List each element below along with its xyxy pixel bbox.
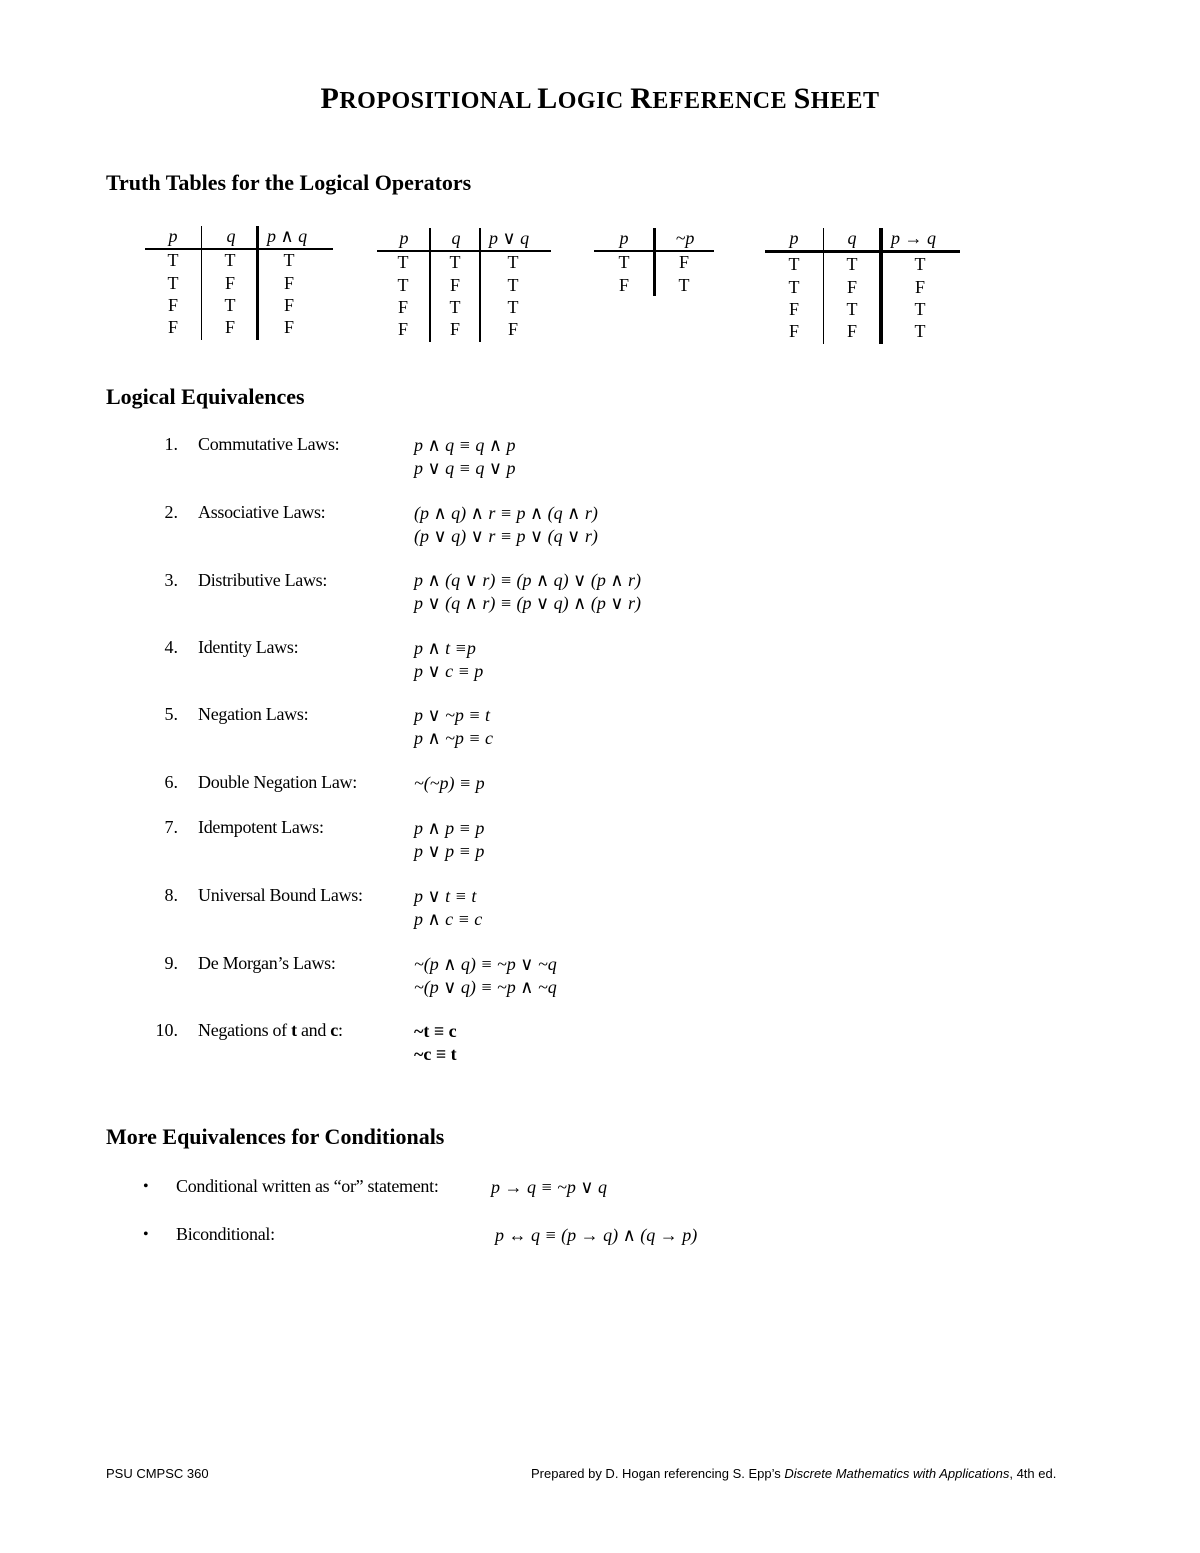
table-cell: T [167,273,179,293]
table-cell: F [914,277,925,297]
law-name: Negation Laws: [198,704,309,724]
law-expression: ~c ≡ t [414,1044,457,1064]
column-rule-bold [879,228,883,344]
law-expression: p ∨ t ≡ t [414,886,477,906]
table-cell: F [167,295,178,315]
section-heading-equivalences: Logical Equivalences [106,384,305,409]
law-number: 1. [164,434,178,454]
conditional-label: Conditional written as “or” statement: [176,1176,439,1196]
law-number: 5. [164,704,178,724]
law-expression: p ∧ ~p ≡ c [414,728,494,748]
header-rule-bold [765,250,960,253]
column-rule [479,228,481,342]
footer-course: PSU CMPSC 360 [106,1466,209,1481]
law-name: Distributive Laws: [198,570,328,590]
law-expression: ~t ≡ c [414,1021,457,1041]
table-cell: T [788,277,800,297]
table-cell: F [846,321,857,341]
law-name: Commutative Laws: [198,434,340,454]
law-name: De Morgan’s Laws: [198,953,336,973]
table-cell: T [224,295,236,315]
table-cell: F [449,319,460,339]
biconditional-label: Biconditional: [176,1224,275,1244]
law-expression: (p ∨ q) ∨ r ≡ p ∨ (q ∨ r) [414,526,598,546]
table-cell: F [788,299,799,319]
table-header: p → q [891,228,936,248]
column-rule [823,228,824,344]
law-expression: (p ∧ q) ∧ r ≡ p ∧ (q ∧ r) [414,503,598,523]
table-header: p ∨ q [489,228,530,248]
law-name: Associative Laws: [198,502,326,522]
table-header: p [619,228,629,248]
table-cell: F [283,317,294,337]
table-cell: F [283,295,294,315]
law-number: 2. [164,502,178,522]
table-cell: F [283,273,294,293]
law-expression: ~(p ∧ q) ≡ ~p ∨ ~q [414,954,557,974]
table-cell: T [788,254,800,274]
table-cell: T [449,252,461,272]
conditional-expression: p → q ≡ ~p ∨ q [491,1177,608,1197]
table-cell: T [224,250,236,270]
table-cell: F [397,319,408,339]
table-cell: T [167,250,179,270]
page-title: PROPOSITIONAL LOGIC REFERENCE SHEET [320,82,880,115]
law-expression: p ∧ c ≡ c [414,909,483,929]
table-header: p [168,226,178,246]
truth-table-implies [765,228,965,346]
law-number: 10. [155,1020,178,1040]
law-expression: p ∧ p ≡ p [414,818,485,838]
table-cell: T [397,275,409,295]
law-number: 4. [164,637,178,657]
table-cell: T [397,252,409,272]
table-header: q [451,228,461,248]
section-heading-conditionals: More Equivalences for Conditionals [106,1124,445,1149]
law-number: 3. [164,570,178,590]
table-cell: F [224,317,235,337]
table-cell: F [449,275,460,295]
table-cell: F [788,321,799,341]
law-number: 9. [164,953,178,973]
table-cell: T [914,321,926,341]
table-cell: T [678,275,690,295]
table-cell: F [678,252,689,272]
table-cell: F [224,273,235,293]
truth-table-not [594,228,714,300]
law-expression: p ∨ c ≡ p [414,661,484,681]
table-header: p [789,228,799,248]
law-name: Universal Bound Laws: [198,885,363,905]
table-cell: T [283,250,295,270]
table-cell: T [449,297,461,317]
section-heading-truth-tables: Truth Tables for the Logical Operators [106,170,472,195]
table-header: q [226,226,236,246]
law-expression: p ∨ (q ∧ r) ≡ (p ∨ q) ∧ (p ∨ r) [414,593,641,613]
law-name: Idempotent Laws: [198,817,324,837]
table-cell: F [846,277,857,297]
law-name: Negations of t and c: [198,1020,343,1040]
law-expression: p ∧ q ≡ q ∧ p [414,435,516,455]
bullet: • [143,1178,149,1195]
column-rule [201,226,202,340]
law-expression: p ∨ p ≡ p [414,841,485,861]
table-cell: F [167,317,178,337]
law-name: Double Negation Law: [198,772,357,792]
truth-table-and [145,226,335,344]
biconditional-expression: p ↔ q ≡ (p → q) ∧ (q → p) [495,1225,698,1245]
law-expression: ~(~p) ≡ p [414,773,485,793]
table-cell: F [397,297,408,317]
law-number: 6. [164,772,178,792]
law-expression: p ∨ ~p ≡ t [414,705,491,725]
table-cell: T [507,275,519,295]
table-header: p [399,228,409,248]
table-cell: T [914,299,926,319]
law-number: 8. [164,885,178,905]
table-cell: T [914,254,926,274]
law-number: 7. [164,817,178,837]
table-cell: T [846,254,858,274]
table-cell: T [507,297,519,317]
table-header: ~p [675,228,695,248]
table-cell: F [507,319,518,339]
law-expression: ~(p ∨ q) ≡ ~p ∧ ~q [414,977,557,997]
truth-table-or [377,228,557,346]
table-cell: T [846,299,858,319]
table-cell: T [618,252,630,272]
footer-credit: Prepared by D. Hogan referencing S. Epp’s Discrete Mathematics with Applications, 4th ed. [531,1466,1057,1481]
law-name: Identity Laws: [198,637,299,657]
table-cell: T [507,252,519,272]
table-header: p ∧ q [267,226,308,246]
bullet: • [143,1226,149,1243]
law-expression: p ∨ q ≡ q ∨ p [414,458,516,478]
law-expression: p ∧ t ≡p [414,638,476,658]
law-expression: p ∧ (q ∨ r) ≡ (p ∧ q) ∨ (p ∧ r) [414,570,641,590]
table-cell: F [618,275,629,295]
table-header: q [847,228,857,248]
